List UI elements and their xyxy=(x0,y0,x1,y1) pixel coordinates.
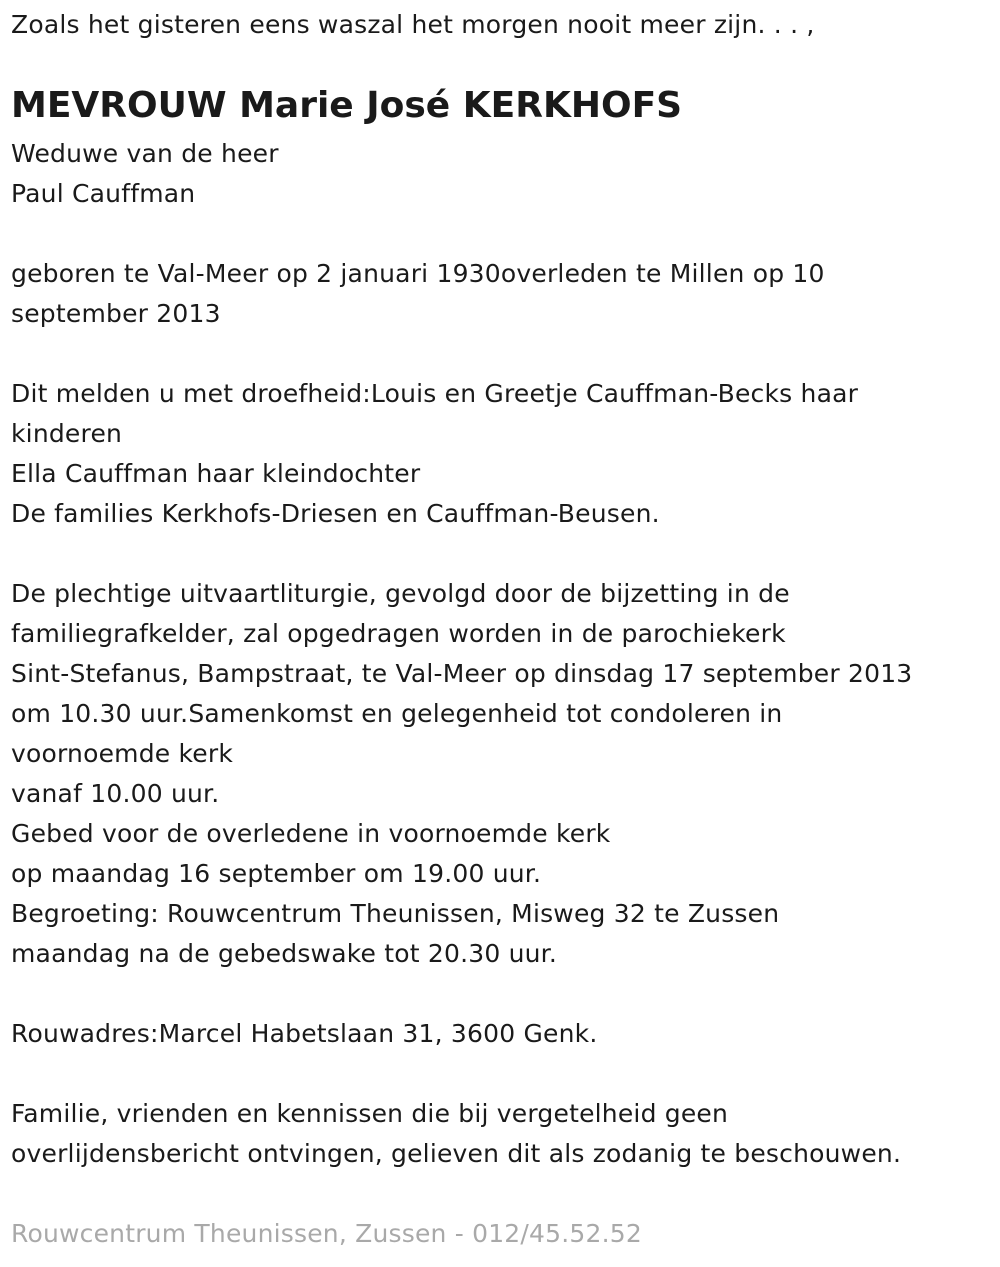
ceremony-line-4: om 10.30 uur.Samenkomst en gelegenheid tot condoleren in xyxy=(11,699,783,728)
motto-line: Zoals het gisteren eens waszal het morgen nooit meer zijn. . . , xyxy=(11,10,815,39)
family-line-4: De families Kerkhofs-Driesen en Cauffman-Beusen. xyxy=(11,499,660,528)
funeral-home-footer: Rouwcentrum Theunissen, Zussen - 012/45.52.52 xyxy=(11,1219,642,1248)
ceremony-line-1: De plechtige uitvaartliturgie, gevolgd door de bijzetting in de xyxy=(11,579,790,608)
ceremony-line-2: familiegrafkelder, zal opgedragen worden in de parochiekerk xyxy=(11,619,786,648)
ceremony-line-10: maandag na de gebedswake tot 20.30 uur. xyxy=(11,939,558,968)
ceremony-line-6: vanaf 10.00 uur. xyxy=(11,779,220,808)
ceremony-line-3: Sint-Stefanus, Bampstraat, te Val-Meer op dinsdag 17 september 2013 xyxy=(11,659,913,688)
family-line-2: kinderen xyxy=(11,419,123,448)
widow-line-2: Paul Cauffman xyxy=(11,179,196,208)
birth-death-line-1: geboren te Val-Meer op 2 januari 1930overleden te Millen op 10 xyxy=(11,259,825,288)
notice-line-2: overlijdensbericht ontvingen, gelieven dit als zodanig te beschouwen. xyxy=(11,1139,902,1168)
ceremony-line-9: Begroeting: Rouwcentrum Theunissen, Misweg 32 te Zussen xyxy=(11,899,780,928)
family-line-1: Dit melden u met droefheid:Louis en Greetje Cauffman-Becks haar xyxy=(11,379,859,408)
widow-line-1: Weduwe van de heer xyxy=(11,139,279,168)
ceremony-line-7: Gebed voor de overledene in voornoemde kerk xyxy=(11,819,611,848)
notice-line-1: Familie, vrienden en kennissen die bij vergetelheid geen xyxy=(11,1099,729,1128)
deceased-name-title: MEVROUW Marie José KERKHOFS xyxy=(11,85,683,126)
ceremony-line-5: voornoemde kerk xyxy=(11,739,234,768)
family-line-3: Ella Cauffman haar kleindochter xyxy=(11,459,421,488)
ceremony-line-8: op maandag 16 september om 19.00 uur. xyxy=(11,859,542,888)
birth-death-line-2: september 2013 xyxy=(11,299,221,328)
mourning-address-line: Rouwadres:Marcel Habetslaan 31, 3600 Genk. xyxy=(11,1019,598,1048)
